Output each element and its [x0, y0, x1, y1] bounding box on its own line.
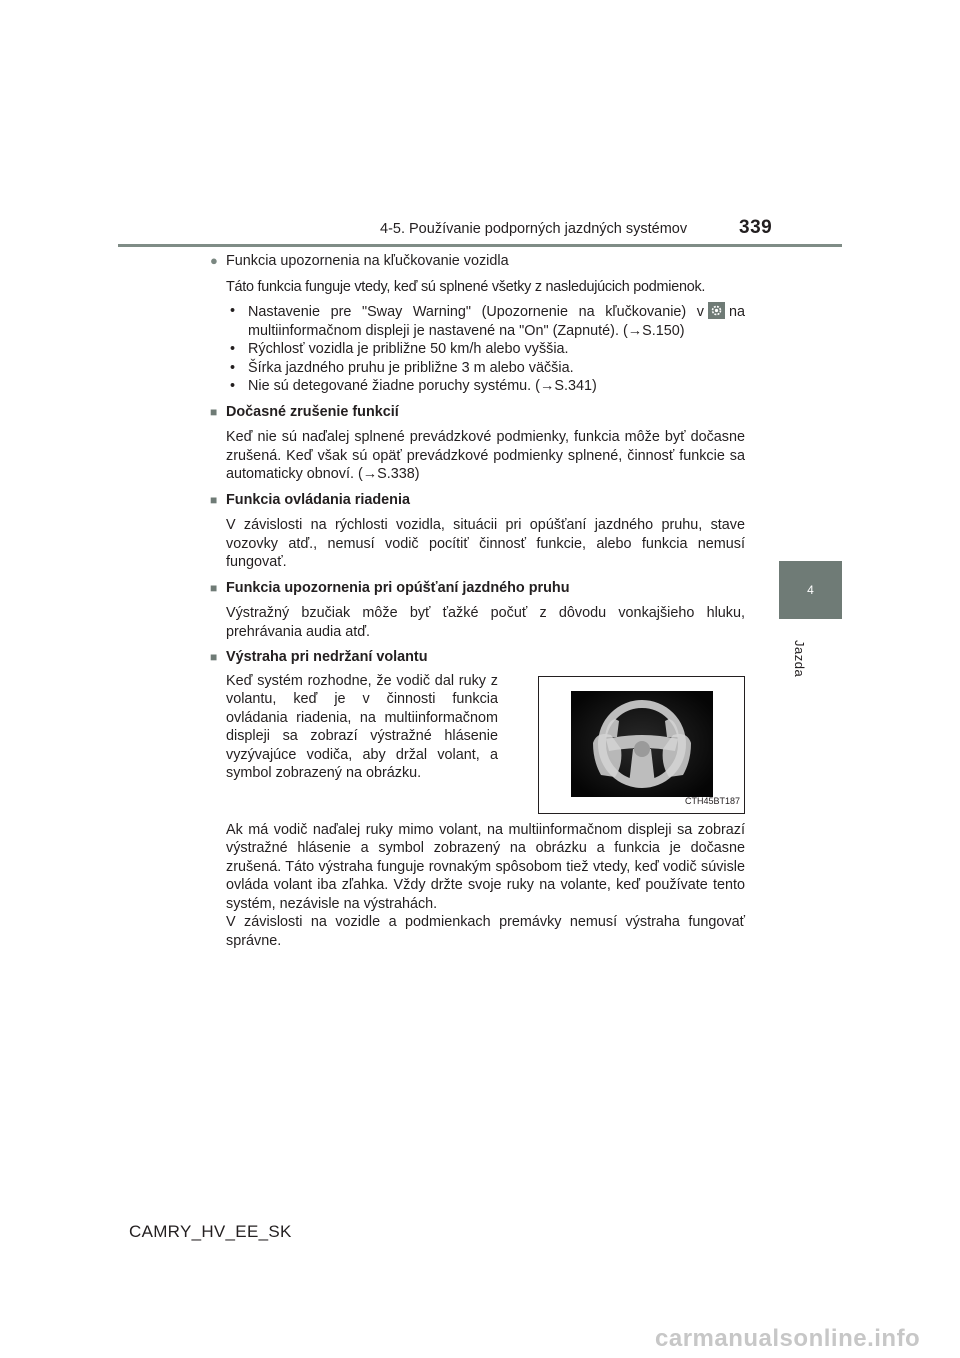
list-item: • Šírka jazdného pruhu je približne 3 m alebo väčšia.: [230, 359, 574, 376]
section-title: 4-5. Používanie podporných jazdných systémov: [380, 221, 688, 237]
list-item: • Nastavenie pre "Sway Warning" (Upozornenie na kľučkovanie) v na multiinformačnom displeji je nastavené na "On" (Zapnuté). (→S.150): [230, 303, 745, 339]
section-hands-off-heading: ■ Výstraha pri nedržaní volantu: [210, 649, 428, 665]
chapter-number: 4: [807, 583, 814, 597]
page-number: 339: [739, 217, 773, 238]
cancel-text: Keď nie sú naďalej splnené prevádzkové podmienky, funkcia môže byť dočasne zrušená. Keď však sú opäť prevádzkové podmienky splnené, činnosť funkcie sa automaticky obnoví. (→S.338): [226, 429, 745, 482]
hands-off-figure-text: Keď systém rozhodne, že vodič dal ruky z volantu, keď je v činnosti funkcia ovládania riadenia, na multiinformačnom displeji sa zobrazí výstražné hlásenie vyzývajúce vodiča, aby držal volant, a symbol zobrazený na obrázku.: [226, 672, 498, 781]
section-cancel-heading: ■ Dočasné zrušenie funkcií: [210, 403, 399, 420]
display-screen: [571, 691, 713, 797]
square-bullet-icon: ■: [210, 404, 218, 419]
document-code: CAMRY_HV_EE_SK: [129, 1222, 292, 1241]
watermark: carmanualsonline.info: [655, 1325, 921, 1352]
steering-wheel-hands-icon: [571, 691, 713, 797]
square-bullet-icon: ■: [210, 492, 218, 507]
settings-gear-icon: [708, 302, 725, 319]
hands-off-text-2: V závislosti na vozidle a podmienkach premávky nemusí výstraha fungovať správne.: [226, 914, 745, 949]
sway-heading-text: Funkcia upozornenia na kľučkovanie vozidla: [226, 253, 509, 269]
lane-departure-text: Výstražný bzučiak môže byť ťažké počuť z dôvodu vonkajšieho hluku, prehrávania audia atď.: [226, 605, 745, 640]
section-sway-heading: [210, 252, 745, 271]
chapter-tab: [779, 561, 842, 619]
list-item: • Rýchlosť vozidla je približne 50 km/h alebo vyššia.: [230, 341, 569, 357]
section-lane-departure-heading: ■ Funkcia upozornenia pri opúšťaní jazdného pruhu: [210, 579, 570, 596]
hands-off-figure-block: [210, 672, 745, 814]
list-item: • Nie sú detegované žiadne poruchy systému. (→S.341): [230, 378, 597, 394]
figure-code: CTH45BT187: [684, 796, 740, 806]
circle-bullet-icon: ●: [210, 253, 218, 268]
page-content: [210, 252, 745, 950]
condition-text: na multiinformačnom displeji je nastavené na "On" (Zapnuté). (→S.150): [248, 304, 745, 339]
condition-text: Nastavenie pre "Sway Warning" (Upozornenie na kľučkovanie) v: [248, 304, 704, 320]
sway-intro: Táto funkcia funguje vtedy, keď sú splnené všetky z nasledujúcich podmienok.: [226, 278, 706, 295]
header-divider: [118, 244, 842, 247]
chapter-label: Jazda: [792, 640, 807, 678]
steering-text: V závislosti na rýchlosti vozidla, situácii pri opúšťaní jazdného pruhu, stave vozovky atď., nemusí vodič pocítiť činnosť funkcie, alebo funkcia nemusí fungovať.: [226, 517, 745, 570]
square-bullet-icon: ■: [210, 650, 218, 664]
hands-off-warning-figure: [538, 676, 745, 814]
section-steering-heading: ■ Funkcia ovládania riadenia: [210, 491, 410, 508]
hands-off-text-1: Ak má vodič naďalej ruky mimo volant, na multiinformačnom displeji sa zobrazí výstražné hlásenie a symbol zobrazený na obrázku a funkcia je dočasne zrušená. Táto výstraha funguje rovnakým spôsobom tiež vtedy, keď vodič súvisle ovláda volant iba zľahka. Vždy držte svoje ruky na volante, keď používate tento systém, nezávisle na výstrahách.: [226, 821, 745, 912]
sway-conditions-list: [210, 302, 745, 396]
square-bullet-icon: ■: [210, 580, 218, 595]
